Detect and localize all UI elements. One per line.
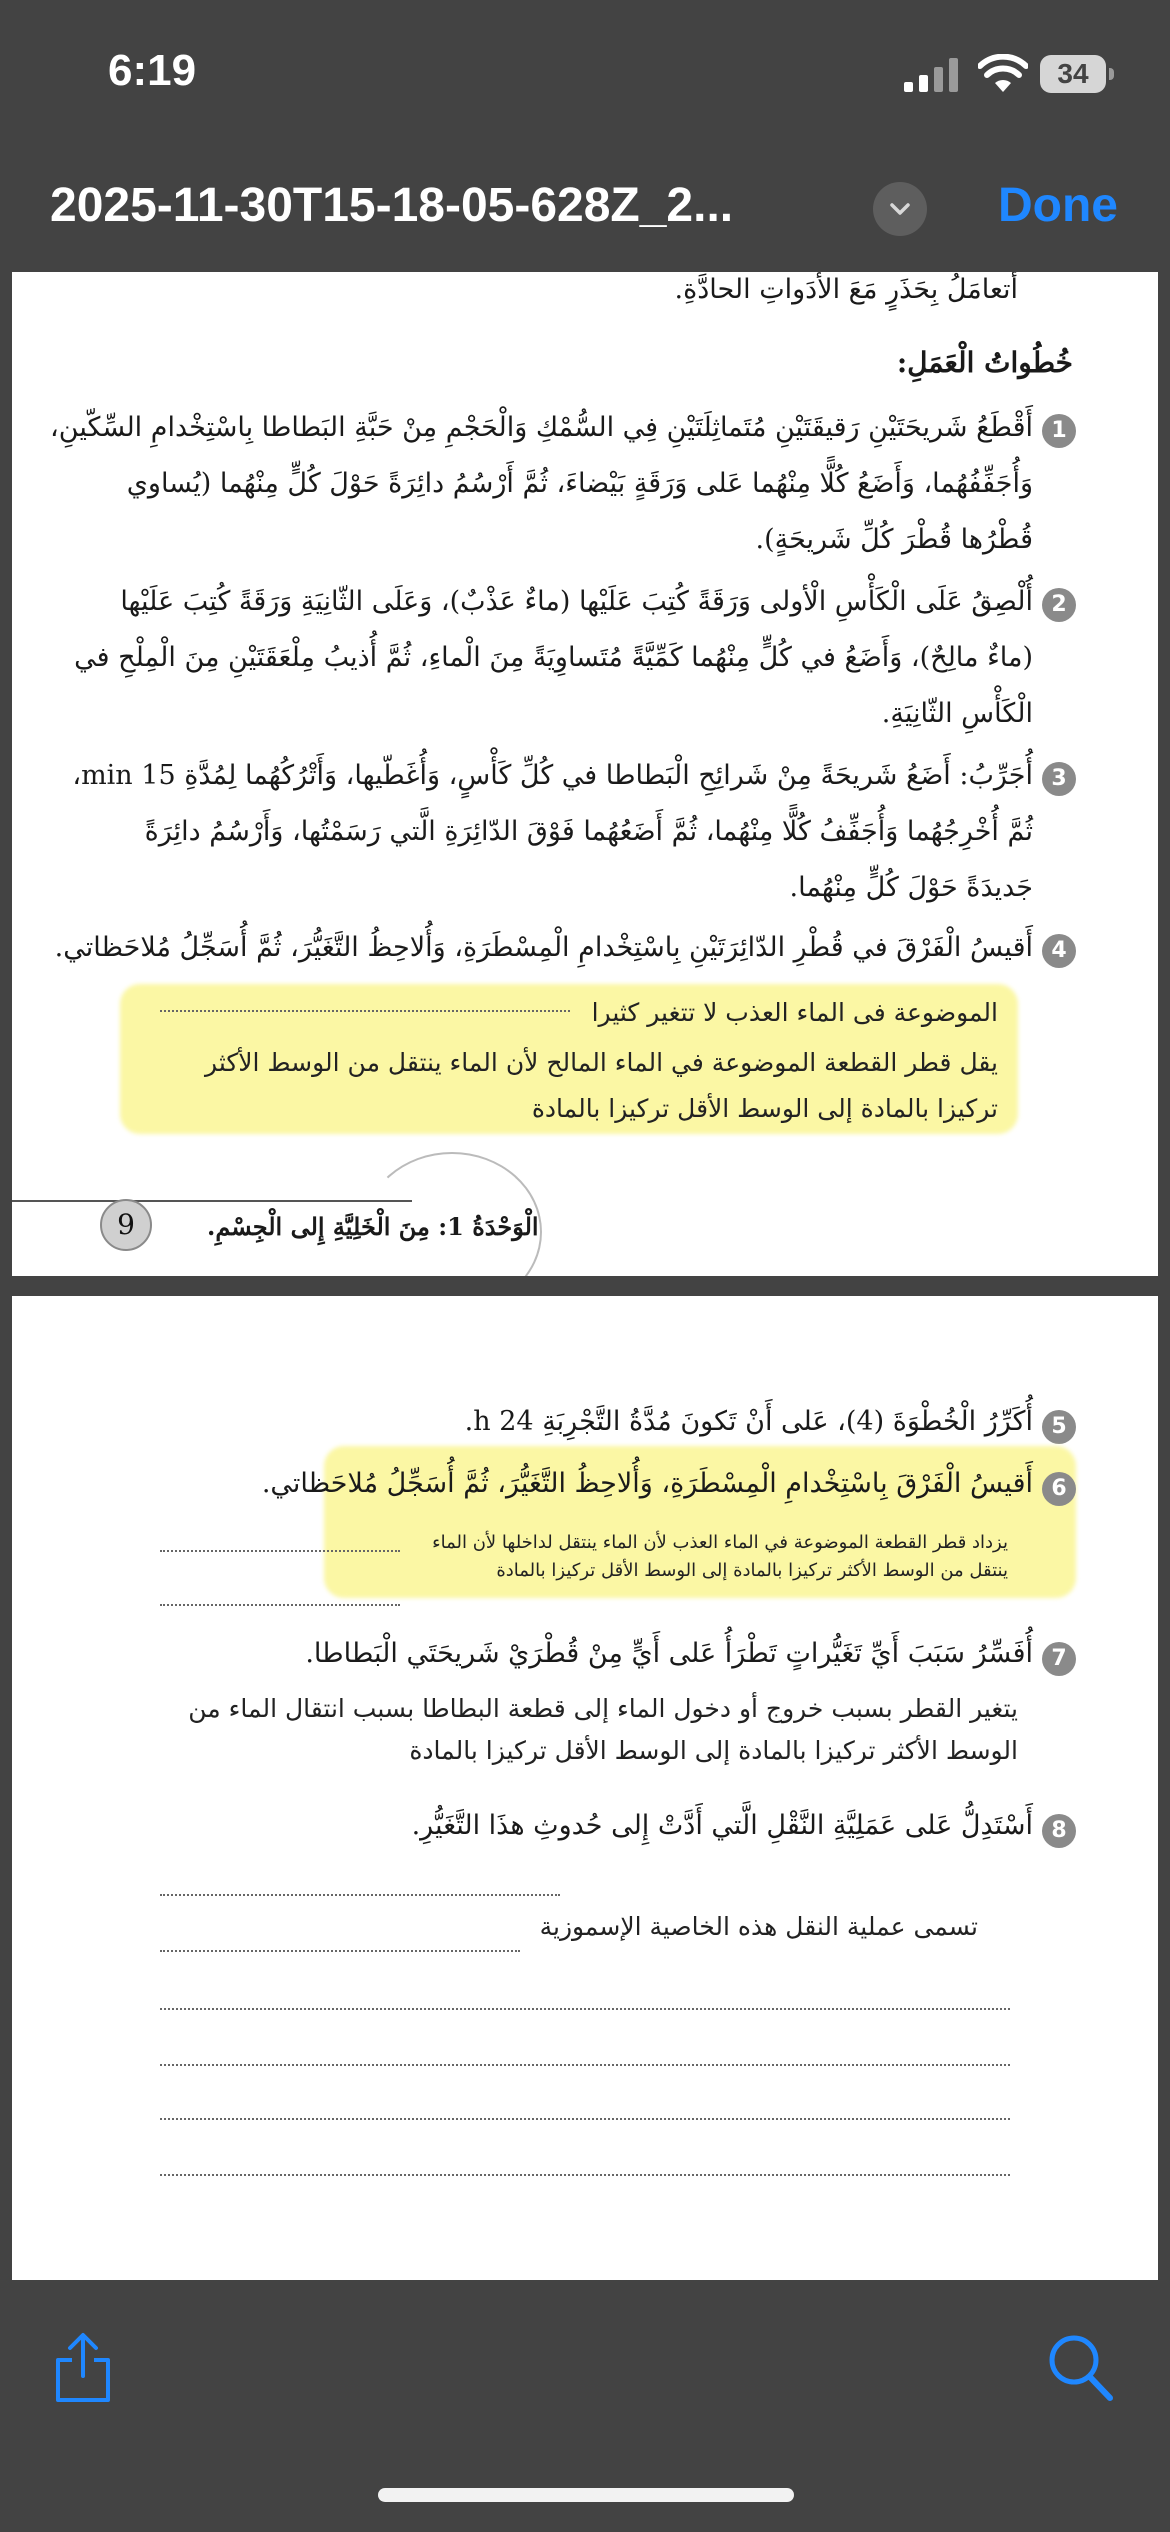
answer-line bbox=[160, 2118, 1010, 2120]
step-3-line-3: جَديدَةً حَوْلَ كُلٍّ مِنْهُما. bbox=[789, 872, 1033, 903]
share-icon[interactable] bbox=[50, 2330, 116, 2404]
nav-bar bbox=[0, 150, 1170, 272]
battery-icon bbox=[1040, 55, 1114, 93]
answer-line bbox=[160, 2064, 1010, 2066]
step-1-line-3: قُطْرُها قُطْرَ كُلِّ شَريحَةٍ). bbox=[755, 524, 1033, 555]
answer-line bbox=[160, 1010, 570, 1012]
step-2-line-2: (ماءٌ مالِحٌ)، وَأَضَعُ في كُلٍّ مِنْهُما كَمِّيَّةً مُتَساوِيَةً مِنَ الْماءِ، ثُمَّ أُذيبُ مِلْعَقَتَيْنِ مِنَ الْمِلْحِ في bbox=[74, 642, 1033, 673]
answer-line bbox=[160, 1550, 400, 1552]
procedure-heading: خُطُواتُ الْعَمَلِ: bbox=[896, 346, 1073, 379]
document-title[interactable]: 2025-11-30T15-18-05-628Z_2... bbox=[50, 179, 734, 232]
unit-label: الْوَحْدَةُ 1: مِنَ الْخَلِيَّةِ إِلى الْجِسْمِ. bbox=[207, 1212, 539, 1241]
search-icon[interactable] bbox=[1046, 2330, 1116, 2404]
step-number: 7 bbox=[1042, 1642, 1076, 1676]
step-1-line-2: وَأُجَفِّفُهُما، وَأَضَعُ كُلًّا مِنْهُما عَلى وَرَقَةٍ بَيْضاءَ، ثُمَّ أَرْسُمُ دائِرَةً حَوْلَ كُلٍّ مِنْهُما (يُساوي bbox=[126, 468, 1033, 499]
page-number: 9 bbox=[100, 1199, 152, 1251]
answer-8-text: تسمى عملية النقل هذه الخاصية الإسموزية bbox=[539, 1912, 978, 1941]
answer-4-line-2: يقل قطر القطعة الموضوعة في الماء المالح لأن الماء ينتقل من الوسط الأكثر bbox=[205, 1048, 998, 1077]
step-2-line-1: أُلْصِقُ عَلَى الْكَأْسِ الْأولى وَرَقَةً كُتِبَ عَلَيْها (ماءٌ عَذْبٌ)، وَعَلَى الثّانِيَةِ وَرَقَةً كُتِبَ عَلَيْها bbox=[120, 586, 1033, 617]
step-4-line-1: أَقيسُ الْفَرْقَ في قُطْرِ الدّائِرَتَيْنِ بِاسْتِخْدامِ الْمِسْطَرَةِ، وَأُلاحِظُ التَّغَيُّرَ، ثُمَّ أُسَجِّلُ مُلاحَظاتي. bbox=[54, 932, 1033, 963]
answer-6-line-2: ينتقل من الوسط الأكثر تركيزا بالمادة إلى الوسط الأقل تركيزا بالمادة bbox=[496, 1560, 1008, 1581]
step-number: 4 bbox=[1042, 934, 1076, 968]
step-number: 3 bbox=[1042, 762, 1076, 796]
answer-line bbox=[160, 1604, 400, 1606]
step-3-line-2: ثُمَّ أُخْرِجُهُما وَأُجَفِّفُ كُلًّا مِنْهُما، ثُمَّ أَضَعُهُما فَوْقَ الدّائِرَةِ الَّتي رَسَمْتُها، وَأَرْسُمُ دائِرَةً bbox=[144, 816, 1033, 847]
document-page-2 bbox=[12, 1296, 1158, 2280]
answer-7-line-1: يتغير القطر بسبب خروج أو دخول الماء إلى قطعة البطاطا بسبب انتقال الماء من bbox=[188, 1694, 1018, 1723]
step-number: 5 bbox=[1042, 1410, 1076, 1444]
step-6-text: أَقيسُ الْفَرْقَ بِاسْتِخْدامِ الْمِسْطَرَةِ، وَأُلاحِظُ التَّغَيُّرَ، ثُمَّ أُسَجِّلُ مُلاحَظاتي. bbox=[261, 1468, 1033, 1499]
cellular-signal-icon bbox=[904, 58, 964, 92]
step-number: 8 bbox=[1042, 1814, 1076, 1848]
document-page-1 bbox=[12, 272, 1158, 1276]
answer-line bbox=[160, 2174, 1010, 2176]
answer-line bbox=[160, 2008, 1010, 2010]
footer-rule bbox=[12, 1200, 412, 1202]
step-7-text: أُفَسِّرُ سَبَبَ أَيِّ تَغَيُّراتٍ تَطْرَأُ عَلى أَيٍّ مِنْ قُطْرَيْ شَريحَتَي الْبَطاطا. bbox=[305, 1638, 1033, 1669]
battery-level: 34 bbox=[1040, 55, 1106, 93]
done-button[interactable]: Done bbox=[998, 179, 1118, 232]
step-3-line-1: أُجَرِّبُ: أَضَعُ شَريحَةً مِنْ شَرائِحِ الْبَطاطا في كُلِّ كَأْسٍ، وَأُغَطّيها، وَأَتْرُكُهُما لِمُدَّةِ 15 min، bbox=[72, 760, 1033, 791]
status-time: 6:19 bbox=[108, 46, 197, 95]
status-bar bbox=[0, 0, 1170, 150]
answer-line bbox=[160, 1894, 560, 1896]
title-menu-button[interactable] bbox=[873, 182, 927, 236]
wifi-icon bbox=[978, 54, 1028, 94]
step-number: 6 bbox=[1042, 1472, 1076, 1506]
answer-4-line-1: الموضوعة فى الماء العذب لا تتغير كثيرا bbox=[591, 998, 998, 1027]
step-2-line-3: الْكَأْسِ الثّانِيَةِ. bbox=[881, 698, 1033, 729]
chevron-down-icon bbox=[887, 196, 913, 222]
step-1-line-1: أَقْطَعُ شَريحَتَيْنِ رَقيقَتَيْنِ مُتَماثِلَتَيْنِ فِي السُّمْكِ وَالْحَجْمِ مِنْ حَبَّةِ البَطاطا بِاسْتِخْدامِ السِّكّينِ، bbox=[50, 412, 1033, 443]
step-number: 2 bbox=[1042, 588, 1076, 622]
step-5-text: أُكَرِّرُ الْخُطْوَةَ (4)، عَلى أَنْ تَكونَ مُدَّةُ التَّجْرِبَةِ 24 h. bbox=[464, 1406, 1033, 1437]
answer-4-line-3: تركيزا بالمادة إلى الوسط الأقل تركيزا بالمادة bbox=[531, 1094, 998, 1123]
step-number: 1 bbox=[1042, 414, 1076, 448]
answer-6-line-1: يزداد قطر القطعة الموضوعة في الماء العذب لأن الماء ينتقل لداخلها لأن الماء bbox=[432, 1532, 1008, 1553]
home-indicator[interactable] bbox=[378, 2488, 794, 2502]
answer-line bbox=[160, 1950, 520, 1952]
step-8-text: أَسْتَدِلُّ عَلى عَمَلِيَّةِ النَّقْلِ الَّتي أَدَّتْ إِلى حُدوثِ هذَا التَّغَيُّرِ. bbox=[411, 1810, 1033, 1841]
answer-7-line-2: الوسط الأكثر تركيزا بالمادة إلى الوسط الأقل تركيزا بالمادة bbox=[409, 1736, 1018, 1765]
safety-note: أَتعامَلُ بِحَذَرٍ مَعَ الأدَواتِ الحادَّةِ. bbox=[674, 274, 1018, 305]
